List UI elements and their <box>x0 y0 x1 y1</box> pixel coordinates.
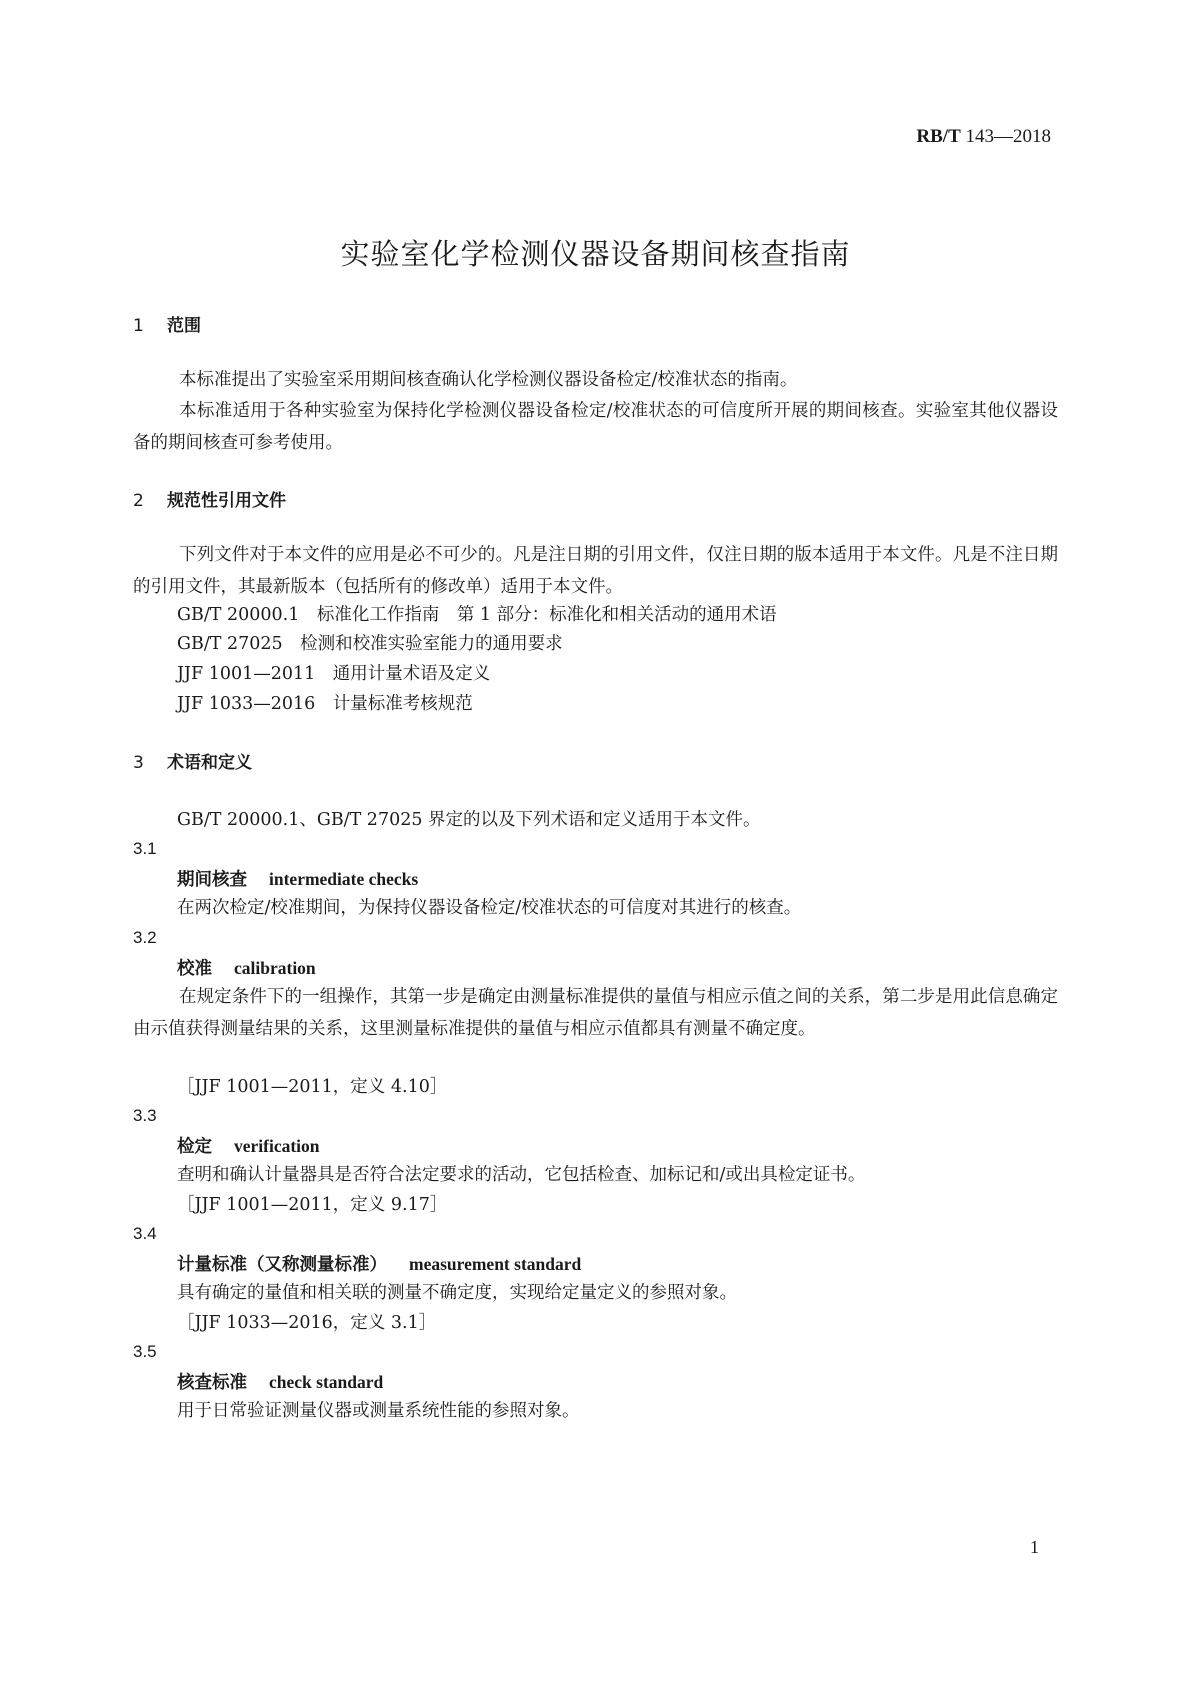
term-heading: 期间核查 intermediate checks <box>177 869 419 890</box>
term-definition: 在规定条件下的一组操作，其第一步是确定由测量标准提供的量值与相应示值之间的关系，第二步是用此信息确定由示值获得测量结果的关系，这里测量标准提供的量值与相应示值都具有测量不确定度。 <box>133 987 1058 1039</box>
section-3-heading: 3 术语和定义 <box>133 753 252 773</box>
term-number: 3.2 <box>133 928 157 947</box>
term-number: 3.3 <box>133 1106 157 1125</box>
term-number: 3.5 <box>133 1342 157 1361</box>
term-source: ［JJF 1033—2016，定义 3.1］ <box>177 1313 437 1333</box>
term-heading: 核查标准 check standard <box>177 1372 384 1393</box>
term-source: ［JJF 1001—2011，定义 9.17］ <box>177 1195 448 1215</box>
document-title: 实验室化学检测仪器设备期间核查指南 <box>340 237 851 271</box>
term-source: ［JJF 1001—2011，定义 4.10］ <box>177 1077 448 1097</box>
standard-code: RB/T 143—2018 <box>916 126 1051 147</box>
term-number: 3.4 <box>133 1224 157 1243</box>
term-definition: 具有确定的量值和相关联的测量不确定度，实现给定量定义的参照对象。 <box>177 1283 737 1303</box>
term-definition: 在两次检定/校准期间，为保持仪器设备检定/校准状态的可信度对其进行的核查。 <box>177 898 802 918</box>
reference-item: GB/T 27025 检测和校准实验室能力的通用要求 <box>177 634 563 654</box>
page-number: 1 <box>1030 1537 1039 1557</box>
term-heading: 校准 calibration <box>177 958 316 979</box>
scope-paragraph-2: 本标准适用于各种实验室为保持化学检测仪器设备检定/校准状态的可信度所开展的期间核查。实验室其他仪器设备的期间核查可参考使用。 <box>133 401 1058 453</box>
references-intro: 下列文件对于本文件的应用是必不可少的。凡是注日期的引用文件，仅注日期的版本适用于本文件。凡是不注日期的引用文件，其最新版本（包括所有的修改单）适用于本文件。 <box>133 545 1058 597</box>
terms-intro: GB/T 20000.1、GB/T 27025 界定的以及下列术语和定义适用于本文件。 <box>177 810 761 830</box>
section-1-heading: 1 范围 <box>133 316 201 336</box>
term-definition: 查明和确认计量器具是否符合法定要求的活动，它包括检查、加标记和/或出具检定证书。 <box>177 1165 866 1185</box>
scope-paragraph-1: 本标准提出了实验室采用期间核查确认化学检测仪器设备检定/校准状态的指南。 <box>179 370 798 390</box>
reference-item: JJF 1033—2016 计量标准考核规范 <box>177 694 473 714</box>
term-heading: 检定 verification <box>177 1136 320 1157</box>
term-heading: 计量标准（又称测量标准） measurement standard <box>177 1254 582 1275</box>
reference-item: GB/T 20000.1 标准化工作指南 第 1 部分：标准化和相关活动的通用术语 <box>177 605 777 625</box>
section-2-heading: 2 规范性引用文件 <box>133 491 286 511</box>
term-number: 3.1 <box>133 839 157 858</box>
term-definition: 用于日常验证测量仪器或测量系统性能的参照对象。 <box>177 1401 580 1421</box>
reference-item: JJF 1001—2011 通用计量术语及定义 <box>177 664 491 684</box>
